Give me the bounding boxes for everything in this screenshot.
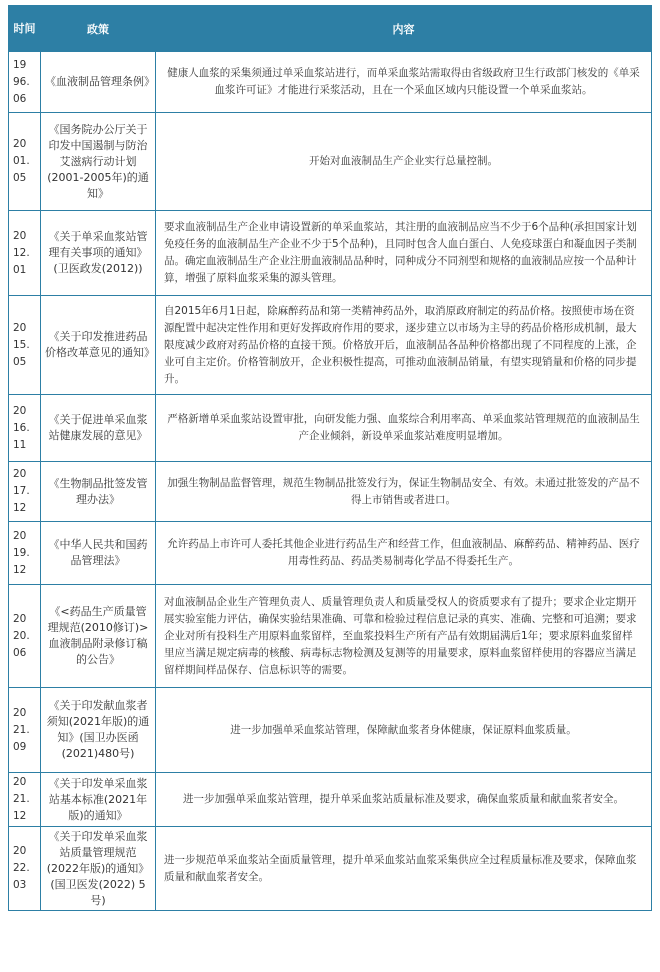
date-part: 03 xyxy=(13,879,27,891)
row-content: 进一步加强单采血浆站管理，保障献血浆者身体健康，保证原料血浆质量。 xyxy=(156,688,652,773)
date-part: 01. xyxy=(13,155,30,167)
date-part: 20 xyxy=(13,529,27,542)
date-part: 20 xyxy=(13,404,27,417)
table-row xyxy=(9,773,652,827)
date-part: 21. xyxy=(13,793,30,805)
row-content: 进一步加强单采血浆站管理，提升单采血浆站质量标准及要求，确保血浆质量和献血浆者安全。 xyxy=(156,773,652,827)
row-date xyxy=(9,395,41,462)
date-part: 16. xyxy=(13,421,30,434)
date-part: 20. xyxy=(13,629,30,642)
header-date: 时间 xyxy=(9,6,41,52)
row-content: 要求血液制品生产企业申请设置新的单采血浆站，其注册的血液制品应当不少于6个品种(承担国家计划免疫任务的血液制品生产企业不少于5个品种)，且同时包含人血白蛋白、人免疫球蛋白和凝血因子类制品。确定血液制品生产企业注册血液制品品种时，同种成分不同剂型和规格的血液制品应按一个品种计算，增强了原料血浆采集的源头管理。 xyxy=(156,211,652,296)
table-row xyxy=(9,585,652,688)
date-part: 20 xyxy=(13,845,27,857)
date-part: 22. xyxy=(13,862,30,874)
row-content: 进一步规范单采血浆站全面质量管理，提升单采血浆站血浆采集供应全过程质量标准及要求，保障血浆质量和献血浆者安全。 xyxy=(156,827,652,911)
row-policy: 《关于促进单采血浆站健康发展的意见》 xyxy=(41,395,156,462)
row-policy: 《关于印发单采血浆站基本标准(2021年版)的通知》 xyxy=(41,773,156,827)
row-policy: 《<药品生产质量管理规范(2010修订)>血液制品附录修订稿的公告》 xyxy=(41,585,156,688)
table-row xyxy=(9,211,652,296)
row-content: 健康人血浆的采集须通过单采血浆站进行，而单采血浆站需取得由省级政府卫生行政部门核发的《单采血浆许可证》才能进行采浆活动，且在一个采血区域内只能设置一个单采血浆站。 xyxy=(156,52,652,113)
table-body xyxy=(9,52,652,911)
row-date xyxy=(9,462,41,522)
date-part: 19 xyxy=(13,58,27,71)
date-part: 17. xyxy=(13,485,30,497)
date-part: 96. xyxy=(13,75,30,88)
row-policy: 《生物制品批签发管理办法》 xyxy=(41,462,156,522)
date-part: 12 xyxy=(13,563,27,576)
row-date xyxy=(9,827,41,911)
row-date xyxy=(9,585,41,688)
row-policy: 《关于印发推进药品价格改革意见的通知》 xyxy=(41,296,156,395)
date-part: 12. xyxy=(13,246,30,259)
date-part: 20 xyxy=(13,776,27,788)
row-content: 对血液制品企业生产管理负责人、质量管理负责人和质量受权人的资质要求有了提升；要求企业定期开展实验室能力评估，确保实验结果准确、可靠和检验过程信息记录的真实、准确、完整和可追溯；要求企业对所有投料生产用原料血浆留样，至血浆投料生产所有产品有效期届满后1年；要求原料血浆留样里应当满足规定病毒的核酸、病毒标志物检测及复测等的用量要求，原料血浆留样使用的容器应当满足留样期间样品保存、信息标识等的需要。 xyxy=(156,585,652,688)
date-part: 20 xyxy=(13,612,27,625)
table-row xyxy=(9,395,652,462)
row-date xyxy=(9,211,41,296)
table-row xyxy=(9,688,652,773)
date-part: 11 xyxy=(13,438,27,451)
date-part: 15. xyxy=(13,338,30,351)
row-date xyxy=(9,522,41,585)
date-part: 05 xyxy=(13,355,27,368)
row-date xyxy=(9,688,41,773)
table-row xyxy=(9,52,652,113)
date-part: 19. xyxy=(13,546,30,559)
row-date xyxy=(9,113,41,211)
date-part: 09 xyxy=(13,740,27,753)
row-content: 自2015年6月1日起，除麻醉药品和第一类精神药品外，取消原政府制定的药品价格。按照使市场在资源配置中起决定性作用和更好发挥政府作用的要求，逐步建立以市场为主导的药品价格形成机制，最大限度减少政府对药品价格的直接干预。价格放开后，血液制品各品种价格都出现了不同程度的上涨，企业可自主定价。价格管制放开，企业积极性提高，可推动血液制品销量，有望实现销量和价格的同步提升。 xyxy=(156,296,652,395)
policy-table xyxy=(8,5,652,911)
row-policy: 《血液制品管理条例》 xyxy=(41,52,156,113)
row-policy: 《关于印发单采血浆站质量管理规范(2022年版)的通知》(国卫医发(2022) 5号) xyxy=(41,827,156,911)
header-policy: 政策 xyxy=(41,6,156,52)
table-header-row xyxy=(9,6,652,52)
date-part: 20 xyxy=(13,706,27,719)
date-part: 20 xyxy=(13,229,27,242)
table-row xyxy=(9,113,652,211)
date-part: 12 xyxy=(13,810,27,822)
row-policy: 《国务院办公厅关于印发中国遏制与防治艾滋病行动计划(2001-2005年)的通知》 xyxy=(41,113,156,211)
date-part: 12 xyxy=(13,502,27,514)
date-part: 20 xyxy=(13,321,27,334)
header-content: 内容 xyxy=(156,6,652,52)
row-content: 加强生物制品监督管理，规范生物制品批签发行为，保证生物制品安全、有效。未通过批签发的产品不得上市销售或者进口。 xyxy=(156,462,652,522)
date-part: 20 xyxy=(13,468,27,480)
row-content: 严格新增单采血浆站设置审批，向研发能力强、血浆综合利用率高、单采血浆站管理规范的血液制品生产企业倾斜，新设单采血浆站难度明显增加。 xyxy=(156,395,652,462)
table-row xyxy=(9,462,652,522)
row-policy: 《中华人民共和国药品管理法》 xyxy=(41,522,156,585)
date-part: 06 xyxy=(13,646,27,659)
table-row xyxy=(9,296,652,395)
row-content: 开始对血液制品生产企业实行总量控制。 xyxy=(156,113,652,211)
row-policy: 《关于单采血浆站管理有关事项的通知》(卫医政发(2012)) xyxy=(41,211,156,296)
row-date xyxy=(9,773,41,827)
date-part: 20 xyxy=(13,138,27,150)
row-date xyxy=(9,296,41,395)
date-part: 01 xyxy=(13,263,27,276)
row-date xyxy=(9,52,41,113)
date-part: 05 xyxy=(13,172,27,184)
date-part: 21. xyxy=(13,723,30,736)
row-policy: 《关于印发献血浆者须知(2021年版)的通知》(国卫办医函(2021)480号) xyxy=(41,688,156,773)
table-row xyxy=(9,827,652,911)
row-content: 允许药品上市许可人委托其他企业进行药品生产和经营工作，但血液制品、麻醉药品、精神药品、医疗用毒性药品、药品类易制毒化学品不得委托生产。 xyxy=(156,522,652,585)
table-row xyxy=(9,522,652,585)
date-part: 06 xyxy=(13,92,27,105)
